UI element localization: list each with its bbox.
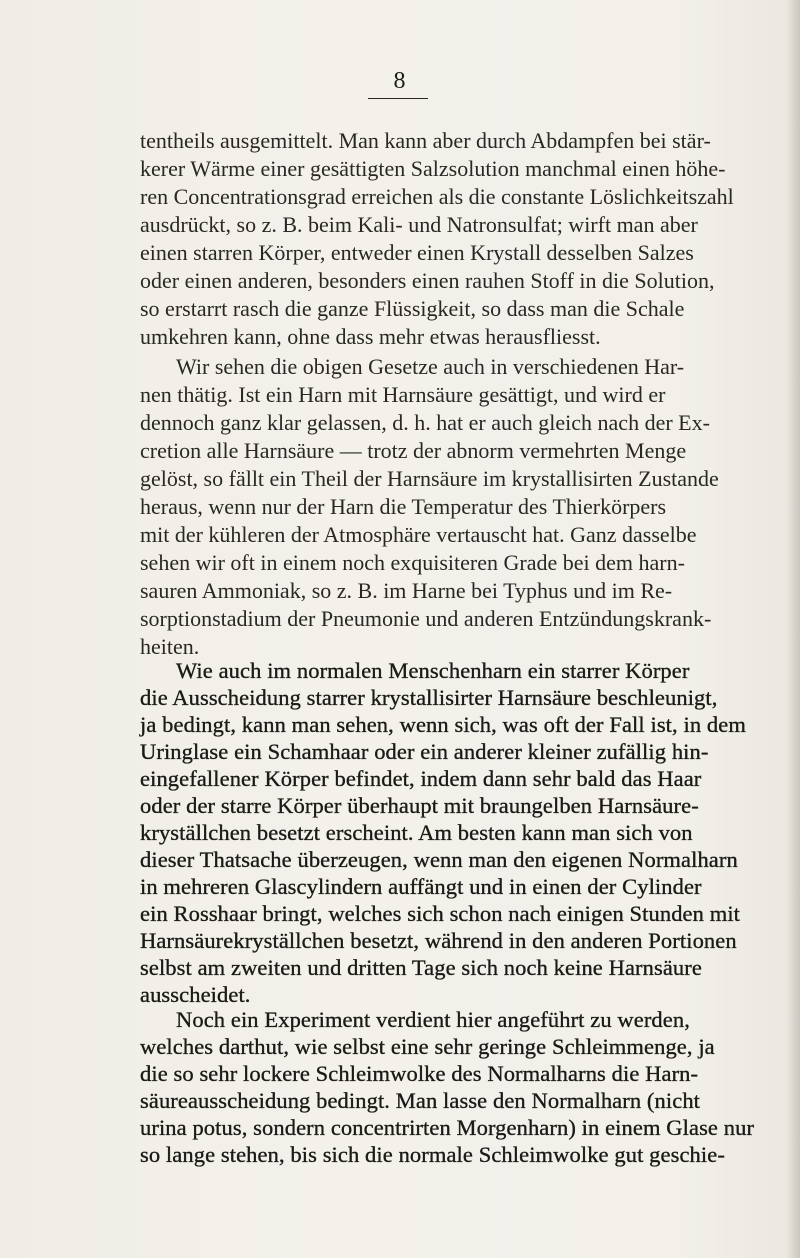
text-line: säureausscheidung bedingt. Man lasse den Normalharn (nicht [140, 1088, 701, 1113]
text-line: ja bedingt, kann man sehen, wenn sich, was oft der Fall ist, in dem [140, 712, 746, 737]
text-line: Noch ein Experiment verdient hier angeführt zu werden, [176, 1007, 690, 1032]
text-line: sehen wir oft in einem noch exquisiteren Grade bei dem harn- [140, 550, 685, 575]
text-line: dieser Thatsache überzeugen, wenn man den eigenen Normalharn [140, 847, 738, 872]
text-line: umkehren kann, ohne dass mehr etwas herausfliesst. [140, 324, 601, 349]
text-line: die so sehr lockere Schleimwolke des Normalharns die Harn- [140, 1061, 699, 1086]
text-line: welches darthut, wie selbst eine sehr geringe Schleimmenge, ja [140, 1034, 715, 1059]
text-line: ausscheidet. [140, 982, 251, 1007]
text-line: in mehreren Glascylindern auffängt und in einen der Cylinder [140, 874, 702, 899]
text-line: Uringlase ein Schamhaar oder ein anderer kleiner zufällig hin- [140, 739, 709, 764]
page-number-rule [368, 98, 428, 99]
text-line: mit der kühleren der Atmosphäre vertauscht hat. Ganz dasselbe [140, 522, 697, 547]
text-line: Wir sehen die obigen Gesetze auch in verschiedenen Har- [176, 354, 685, 379]
text-line: cretion alle Harnsäure — trotz der abnorm vermehrten Menge [140, 438, 687, 463]
text-line: heraus, wenn nur der Harn die Temperatur des Thierkörpers [140, 494, 667, 519]
text-line: so lange stehen, bis sich die normale Schleimwolke gut geschie- [140, 1142, 725, 1167]
text-line: so erstarrt rasch die ganze Flüssigkeit, so dass man die Schale [140, 296, 685, 321]
text-line: ausdrückt, so z. B. beim Kali- und Natronsulfat; wirft man aber [140, 212, 698, 237]
page-edge-shadow [786, 0, 800, 1258]
text-line: Harnsäurekryställchen besetzt, während in den anderen Portionen [140, 928, 737, 953]
text-line: tentheils ausgemittelt. Man kann aber durch Abdampfen bei stär- [140, 128, 711, 153]
text-line: Wie auch im normalen Menschenharn ein starrer Körper [176, 658, 690, 683]
text-line: heiten. [140, 634, 200, 659]
text-line: kryställchen besetzt erscheint. Am besten kann man sich von [140, 820, 693, 845]
text-line: oder einen anderen, besonders einen rauhen Stoff in die Solution, [140, 268, 715, 293]
text-line: sauren Ammoniak, so z. B. im Harne bei Typhus und im Re- [140, 578, 673, 603]
text-line: einen starren Körper, entweder einen Krystall desselben Salzes [140, 240, 694, 265]
text-line: sorptionstadium der Pneumonie und anderen Entzündungskrank- [140, 606, 712, 631]
text-line: oder der starre Körper überhaupt mit braungelben Harnsäure- [140, 793, 699, 818]
page-number: 8 [393, 68, 407, 94]
text-line: selbst am zweiten und dritten Tage sich noch keine Harnsäure [140, 955, 702, 980]
text-line: gelöst, so fällt ein Theil der Harnsäure im krystallisirten Zustande [140, 466, 719, 491]
text-line: ren Concentrationsgrad erreichen als die constante Löslichkeitszahl [140, 184, 734, 209]
text-line: kerer Wärme einer gesättigten Salzsolution manchmal einen höhe- [140, 156, 726, 181]
text-line: eingefallener Körper befindet, indem dann sehr bald das Haar [140, 766, 702, 791]
text-line: die Ausscheidung starrer krystallisirter Harnsäure beschleunigt, [140, 685, 718, 710]
text-line: urina potus, sondern concentrirten Morgenharn) in einem Glase nur [140, 1115, 755, 1140]
text-line: dennoch ganz klar gelassen, d. h. hat er auch gleich nach der Ex- [140, 410, 710, 435]
text-line: nen thätig. Ist ein Harn mit Harnsäure gesättigt, und wird er [140, 382, 666, 407]
text-line: ein Rosshaar bringt, welches sich schon nach einigen Stunden mit [140, 901, 741, 926]
